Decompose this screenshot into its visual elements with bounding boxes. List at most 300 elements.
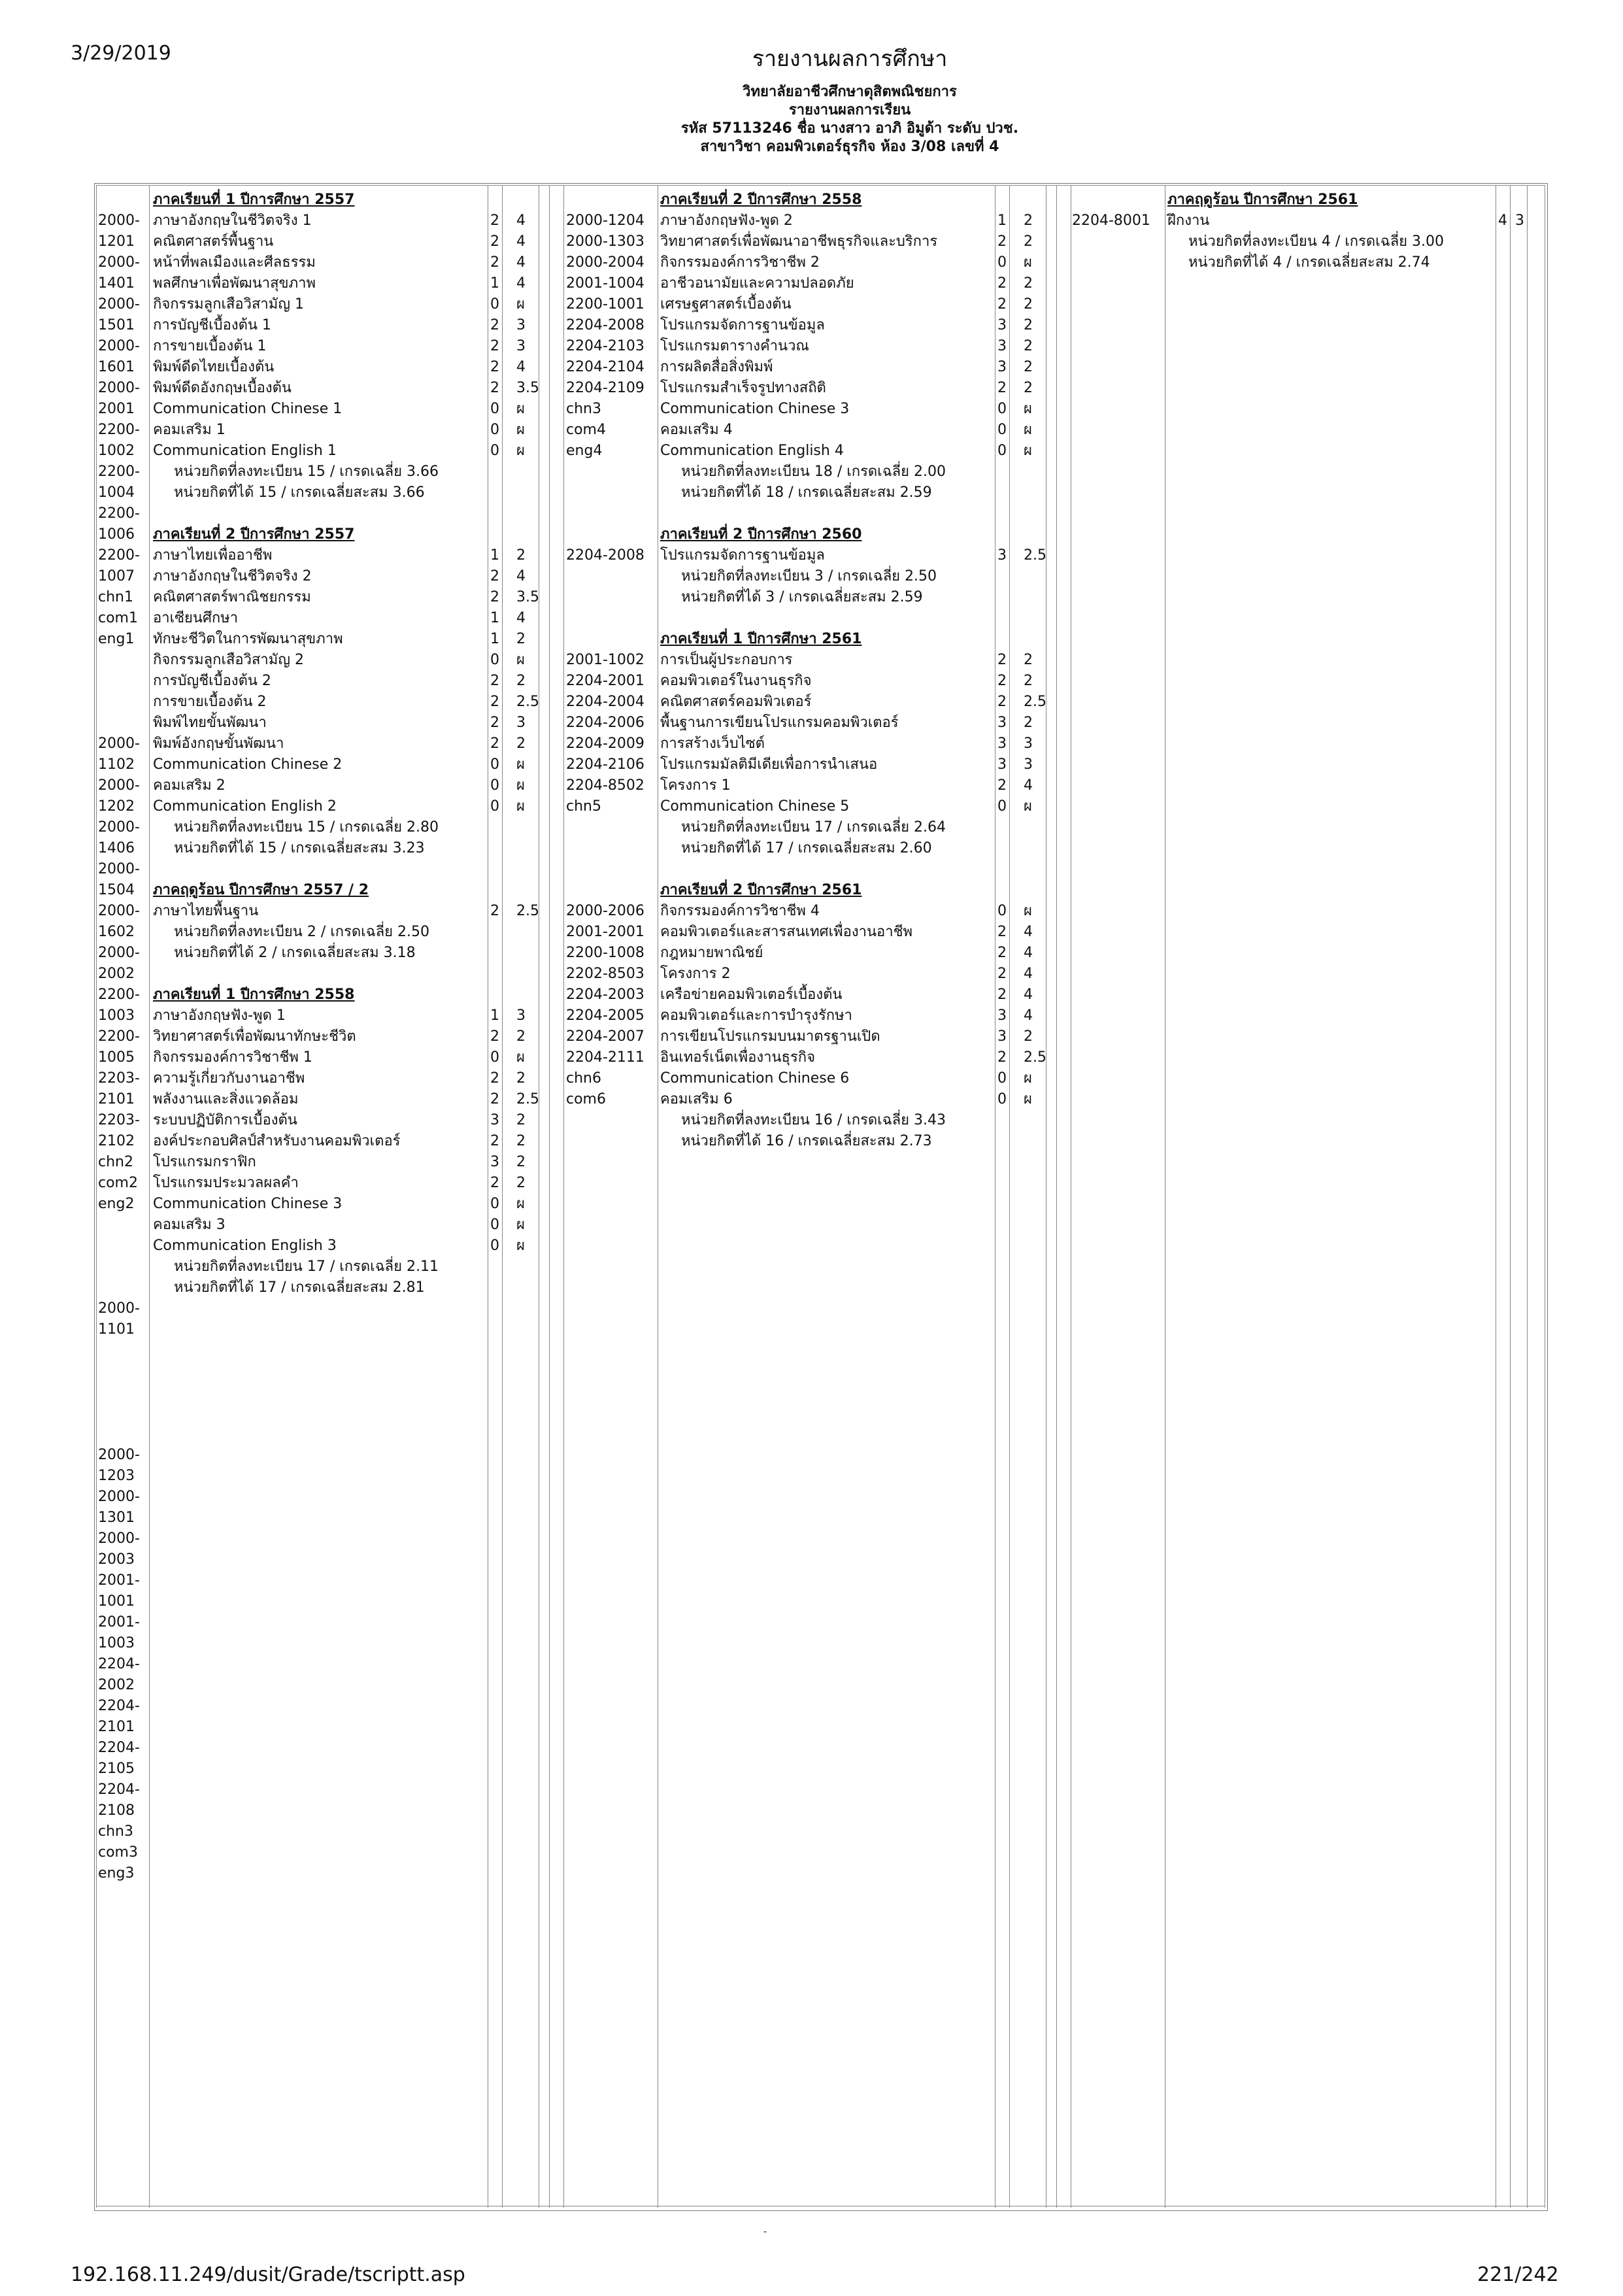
col-rule	[1056, 185, 1057, 2208]
course-code: 2204-8001	[1072, 212, 1150, 229]
course-grade: ผ	[1024, 1091, 1032, 1107]
course-name: ภาษาไทยพื้นฐาน	[153, 903, 259, 919]
course-credit: 3	[997, 1007, 1007, 1024]
course-name: โครงการ 1	[660, 777, 731, 794]
course-credit: 0	[490, 1049, 499, 1066]
course-name: โปรแกรมจัดการฐานข้อมูล	[660, 547, 825, 564]
course-credit: 2	[490, 254, 499, 271]
course-credit: 2	[490, 212, 499, 229]
course-grade: 2.5	[516, 1091, 539, 1107]
course-grade: ผ	[516, 798, 525, 815]
course-name: ภาษาอังกฤษในชีวิตจริง 2	[153, 568, 312, 584]
course-name: โปรแกรมกราฟิก	[153, 1154, 256, 1170]
course-grade: 2	[1024, 296, 1033, 312]
course-name: พลศึกษาเพื่อพัฒนาสุขภาพ	[153, 275, 316, 292]
semester-heading: ภาคเรียนที่ 2 ปีการศึกษา 2561	[660, 882, 862, 898]
course-code: 2000-	[98, 380, 140, 396]
course-grade: 2	[1024, 338, 1033, 354]
course-credit: 2	[997, 673, 1007, 689]
course-credit: 1	[490, 547, 499, 564]
course-name: เศรษฐศาสตร์เบื้องต้น	[660, 296, 792, 312]
course-credit: 3	[997, 317, 1007, 333]
course-name: กิจกรรมลูกเสือวิสามัญ 1	[153, 296, 304, 312]
course-name: การเขียนโปรแกรมบนมาตรฐานเปิด	[660, 1028, 880, 1045]
col-rule	[563, 185, 564, 2208]
course-code: 2204-	[98, 1781, 140, 1798]
course-grade: 2.5	[1024, 547, 1046, 564]
course-code: 2200-1001	[566, 296, 644, 312]
course-credit: 0	[490, 422, 499, 438]
course-name: วิทยาศาสตร์เพื่อพัฒนาอาชีพธุรกิจและบริการ	[660, 233, 938, 250]
course-code: 2000-2004	[566, 254, 644, 271]
course-name: พื้นฐานการเขียนโปรแกรมคอมพิวเตอร์	[660, 715, 899, 731]
course-credit: 0	[997, 903, 1007, 919]
semester-summary: หน่วยกิตที่ได้ 15 / เกรดเฉลี่ยสะสม 3.66	[174, 484, 425, 501]
course-code: 2200-	[98, 1028, 140, 1045]
course-grade: ผ	[516, 443, 525, 459]
course-grade: 4	[516, 568, 526, 584]
course-credit: 2	[490, 1028, 499, 1045]
course-grade: 2	[1024, 715, 1033, 731]
course-credit: 2	[997, 296, 1007, 312]
course-code: 1003	[98, 1007, 135, 1024]
course-name: อินเทอร์เน็ตเพื่องานธุรกิจ	[660, 1049, 815, 1066]
course-code: 2002	[98, 966, 135, 982]
course-credit: 1	[490, 631, 499, 647]
course-code: 2102	[98, 1133, 135, 1149]
course-name: Communication English 1	[153, 443, 337, 459]
course-grade: 2	[516, 1133, 526, 1149]
course-name: วิทยาศาสตร์เพื่อพัฒนาทักษะชีวิต	[153, 1028, 356, 1045]
course-code: com6	[566, 1091, 606, 1107]
course-credit: 2	[490, 338, 499, 354]
course-name: คอมเสริม 4	[660, 422, 733, 438]
course-grade: 2	[1024, 1028, 1033, 1045]
course-name: การเป็นผู้ประกอบการ	[660, 652, 793, 668]
semester-summary: หน่วยกิตที่ลงทะเบียน 15 / เกรดเฉลี่ย 3.66	[174, 464, 439, 480]
col-rule	[502, 185, 503, 2208]
course-code: 2002	[98, 1677, 135, 1693]
footer-url: 192.168.11.249/dusit/Grade/tscriptt.asp	[71, 2263, 465, 2286]
course-credit: 2	[490, 1175, 499, 1191]
course-name: โครงการ 2	[660, 966, 731, 982]
program-info: สาขาวิชา คอมพิวเตอร์ธุรกิจ ห้อง 3/08 เลขที่ 4	[700, 139, 999, 155]
course-code: 2204-2106	[566, 756, 644, 773]
course-grade: 3	[516, 1007, 526, 1024]
semester-summary: หน่วยกิตที่ได้ 3 / เกรดเฉลี่ยสะสม 2.59	[681, 589, 923, 605]
course-grade: 2	[1024, 317, 1033, 333]
course-code: 2204-8502	[566, 777, 644, 794]
course-credit: 2	[490, 735, 499, 752]
course-code: 2204-2009	[566, 735, 644, 752]
course-grade: 4	[516, 233, 526, 250]
course-code: 2000-	[98, 945, 140, 961]
course-code: 2204-2111	[566, 1049, 644, 1066]
course-grade: 2	[1024, 652, 1033, 668]
course-grade: 2	[1024, 233, 1033, 250]
course-code: chn3	[566, 401, 601, 417]
course-code: 2108	[98, 1802, 135, 1819]
course-code: 1102	[98, 756, 135, 773]
course-grade: 4	[1024, 945, 1033, 961]
course-name: อาเซียนศึกษา	[153, 610, 239, 626]
course-credit: 2	[490, 903, 499, 919]
course-code: 2000-	[98, 861, 140, 877]
semester-heading: ภาคเรียนที่ 2 ปีการศึกษา 2557	[153, 526, 355, 543]
course-grade: ผ	[1024, 401, 1032, 417]
course-grade: ผ	[1024, 254, 1032, 271]
course-grade: 2	[516, 1175, 526, 1191]
course-credit: 2	[490, 568, 499, 584]
course-name: หน้าที่พลเมืองและศีลธรรม	[153, 254, 316, 271]
course-grade: 3	[1024, 735, 1033, 752]
course-grade: 2	[516, 631, 526, 647]
semester-summary: หน่วยกิตที่ได้ 4 / เกรดเฉลี่ยสะสม 2.74	[1188, 254, 1430, 271]
course-code: 2105	[98, 1761, 135, 1777]
course-credit: 3	[997, 735, 1007, 752]
course-name: ความรู้เกี่ยวกับงานอาชีพ	[153, 1070, 305, 1087]
course-grade: 4	[516, 254, 526, 271]
col-rule	[995, 185, 996, 2208]
semester-summary: หน่วยกิตที่ลงทะเบียน 4 / เกรดเฉลี่ย 3.00	[1188, 233, 1445, 250]
course-credit: 0	[490, 756, 499, 773]
course-credit: 2	[997, 233, 1007, 250]
page-mark: -	[763, 2227, 767, 2237]
semester-summary: หน่วยกิตที่ได้ 15 / เกรดเฉลี่ยสะสม 3.23	[174, 840, 425, 856]
semester-heading: ภาคฤดูร้อน ปีการศึกษา 2561	[1167, 192, 1358, 208]
course-code: 1406	[98, 840, 135, 856]
course-code: 2001-2001	[566, 924, 644, 940]
col-rule	[149, 185, 150, 2208]
course-code: 2204-2003	[566, 987, 644, 1003]
course-grade: ผ	[516, 1196, 525, 1212]
course-code: 2204-2006	[566, 715, 644, 731]
course-name: ภาษาอังกฤษฟัง-พูด 1	[153, 1007, 286, 1024]
course-name: พิมพ์ดีดไทยเบื้องต้น	[153, 359, 275, 375]
semester-summary: หน่วยกิตที่ลงทะเบียน 18 / เกรดเฉลี่ย 2.00	[681, 464, 946, 480]
course-grade: ผ	[1024, 798, 1032, 815]
course-code: 1202	[98, 798, 135, 815]
course-name: Communication Chinese 3	[660, 401, 850, 417]
print-date: 3/29/2019	[71, 42, 171, 65]
course-credit: 0	[490, 443, 499, 459]
course-grade: 4	[1024, 987, 1033, 1003]
course-credit: 2	[997, 380, 1007, 396]
course-grade: 4	[516, 275, 526, 292]
course-grade: 2.5	[516, 694, 539, 710]
semester-heading: ภาคฤดูร้อน ปีการศึกษา 2557 / 2	[153, 882, 369, 898]
course-credit: 3	[997, 359, 1007, 375]
course-grade: 3	[516, 715, 526, 731]
course-name: การขายเบื้องต้น 1	[153, 338, 267, 354]
course-name: คอมเสริม 6	[660, 1091, 733, 1107]
course-grade: 2.5	[516, 903, 539, 919]
course-code: 2000-	[98, 819, 140, 836]
course-grade: ผ	[516, 1049, 525, 1066]
course-credit: 2	[997, 945, 1007, 961]
course-code: 2200-	[98, 547, 140, 564]
course-code: 1007	[98, 568, 135, 584]
course-code: 1002	[98, 443, 135, 459]
semester-summary: หน่วยกิตที่ได้ 17 / เกรดเฉลี่ยสะสม 2.60	[681, 840, 932, 856]
course-name: คอมเสริม 2	[153, 777, 226, 794]
course-grade: 4	[516, 212, 526, 229]
course-credit: 0	[490, 777, 499, 794]
course-code: 1501	[98, 317, 135, 333]
course-code: 1301	[98, 1510, 135, 1526]
course-grade: 4	[1024, 777, 1033, 794]
course-credit: 2	[997, 694, 1007, 710]
course-code: chn1	[98, 589, 133, 605]
course-credit: 2	[490, 694, 499, 710]
course-code: 2001-	[98, 1572, 140, 1589]
course-credit: 1	[490, 610, 499, 626]
semester-summary: หน่วยกิตที่ได้ 18 / เกรดเฉลี่ยสะสม 2.59	[681, 484, 932, 501]
course-code: 2200-	[98, 505, 140, 522]
course-name: พิมพ์ไทยขั้นพัฒนา	[153, 715, 267, 731]
course-code: 2204-2103	[566, 338, 644, 354]
course-code: 1602	[98, 924, 135, 940]
course-grade: 4	[1024, 966, 1033, 982]
course-code: 2000-	[98, 296, 140, 312]
course-code: 2204-2004	[566, 694, 644, 710]
course-credit: 1	[997, 212, 1007, 229]
course-grade: 2	[516, 673, 526, 689]
course-name: พิมพ์อังกฤษขั้นพัฒนา	[153, 735, 284, 752]
course-grade: 3	[1515, 212, 1524, 229]
course-grade: 2	[516, 547, 526, 564]
course-name: Communication Chinese 6	[660, 1070, 850, 1087]
course-name: ภาษาไทยเพื่ออาชีพ	[153, 547, 273, 564]
semester-heading: ภาคเรียนที่ 2 ปีการศึกษา 2560	[660, 526, 862, 543]
course-grade: 2	[516, 735, 526, 752]
course-name: ระบบปฏิบัติการเบื้องต้น	[153, 1112, 297, 1128]
course-name: การผลิตสื่อสิ่งพิมพ์	[660, 359, 773, 375]
course-grade: 2	[1024, 673, 1033, 689]
course-code: com3	[98, 1844, 138, 1861]
course-name: กิจกรรมองค์การวิชาชีพ 1	[153, 1049, 312, 1066]
course-name: คณิตศาสตร์พาณิชยกรรม	[153, 589, 311, 605]
semester-summary: หน่วยกิตที่ลงทะเบียน 15 / เกรดเฉลี่ย 2.80	[174, 819, 439, 836]
course-credit: 2	[490, 233, 499, 250]
course-code: 1203	[98, 1468, 135, 1484]
course-grade: 2.5	[1024, 694, 1046, 710]
course-grade: 2.5	[1024, 1049, 1046, 1066]
course-grade: 2	[516, 1112, 526, 1128]
course-name: Communication Chinese 3	[153, 1196, 343, 1212]
course-name: กิจกรรมลูกเสือวิสามัญ 2	[153, 652, 304, 668]
course-code: 2203-	[98, 1070, 140, 1087]
course-name: Communication English 4	[660, 443, 844, 459]
course-grade: ผ	[1024, 443, 1032, 459]
course-code: 1003	[98, 1635, 135, 1651]
course-code: 2000-	[98, 1300, 140, 1317]
course-credit: 0	[997, 1091, 1007, 1107]
semester-summary: หน่วยกิตที่ลงทะเบียน 16 / เกรดเฉลี่ย 3.43	[681, 1112, 946, 1128]
course-credit: 0	[997, 1070, 1007, 1087]
course-code: 2204-2104	[566, 359, 644, 375]
course-name: องค์ประกอบศิลป์สำหรับงานคอมพิวเตอร์	[153, 1133, 401, 1149]
course-grade: ผ	[516, 296, 525, 312]
course-credit: 2	[490, 317, 499, 333]
course-grade: 3.5	[516, 589, 539, 605]
semester-summary: หน่วยกิตที่ลงทะเบียน 17 / เกรดเฉลี่ย 2.64	[681, 819, 946, 836]
course-credit: 2	[997, 652, 1007, 668]
course-name: คอมเสริม 1	[153, 422, 226, 438]
course-code: 2204-	[98, 1740, 140, 1756]
course-code: 2200-	[98, 464, 140, 480]
course-code: com1	[98, 610, 138, 626]
course-name: ภาษาอังกฤษในชีวิตจริง 1	[153, 212, 312, 229]
course-code: 1201	[98, 233, 135, 250]
course-code: chn3	[98, 1823, 133, 1840]
course-credit: 2	[490, 359, 499, 375]
course-name: การบัญชีเบื้องต้น 1	[153, 317, 271, 333]
course-credit: 0	[490, 296, 499, 312]
course-name: โปรแกรมประมวลผลคำ	[153, 1175, 299, 1191]
course-credit: 2	[490, 673, 499, 689]
course-credit: 2	[490, 715, 499, 731]
course-code: eng1	[98, 631, 135, 647]
course-name: กิจกรรมองค์การวิชาชีพ 2	[660, 254, 820, 271]
course-code: 1001	[98, 1593, 135, 1610]
course-credit: 2	[490, 589, 499, 605]
course-code: 2000-	[98, 338, 140, 354]
course-code: 2204-2008	[566, 547, 644, 564]
course-name: Communication Chinese 1	[153, 401, 343, 417]
course-grade: ผ	[1024, 1070, 1032, 1087]
course-credit: 1	[490, 1007, 499, 1024]
course-code: com2	[98, 1175, 138, 1191]
course-name: Communication English 3	[153, 1238, 337, 1254]
course-grade: 4	[516, 610, 526, 626]
course-grade: 3	[1024, 756, 1033, 773]
course-code: 2204-2007	[566, 1028, 644, 1045]
course-name: Communication Chinese 5	[660, 798, 850, 815]
course-credit: 0	[997, 798, 1007, 815]
course-name: อาชีวอนามัยและความปลอดภัย	[660, 275, 854, 292]
course-credit: 0	[997, 422, 1007, 438]
course-grade: 3	[516, 317, 526, 333]
course-code: 2001-	[98, 1614, 140, 1630]
course-code: eng4	[566, 443, 603, 459]
course-grade: 2	[1024, 380, 1033, 396]
semester-summary: หน่วยกิตที่ลงทะเบียน 2 / เกรดเฉลี่ย 2.50	[174, 924, 430, 940]
course-credit: 0	[490, 1196, 499, 1212]
course-name: โปรแกรมตารางคำนวณ	[660, 338, 809, 354]
course-grade: 3.5	[516, 380, 539, 396]
course-grade: 3	[516, 338, 526, 354]
course-credit: 2	[490, 1133, 499, 1149]
course-code: 1101	[98, 1321, 135, 1338]
course-code: 2000-	[98, 254, 140, 271]
course-name: การบัญชีเบื้องต้น 2	[153, 673, 271, 689]
course-credit: 0	[997, 401, 1007, 417]
course-credit: 0	[997, 254, 1007, 271]
col-rule	[549, 185, 550, 2208]
course-code: 2001	[98, 401, 135, 417]
course-name: การสร้างเว็บไซต์	[660, 735, 765, 752]
course-credit: 0	[490, 1238, 499, 1254]
semester-summary: หน่วยกิตที่ได้ 2 / เกรดเฉลี่ยสะสม 3.18	[174, 945, 416, 961]
course-grade: 2	[1024, 359, 1033, 375]
course-name: คอมพิวเตอร์และการบำรุงรักษา	[660, 1007, 852, 1024]
course-credit: 3	[997, 715, 1007, 731]
course-grade: 4	[1024, 924, 1033, 940]
semester-summary: หน่วยกิตที่ลงทะเบียน 3 / เกรดเฉลี่ย 2.50	[681, 568, 937, 584]
course-code: 2003	[98, 1551, 135, 1568]
course-credit: 2	[490, 1070, 499, 1087]
course-grade: ผ	[1024, 903, 1032, 919]
course-code: 2000-	[98, 212, 140, 229]
course-code: 2204-	[98, 1656, 140, 1672]
course-name: คณิตศาสตร์คอมพิวเตอร์	[660, 694, 812, 710]
course-name: พลังงานและสิ่งแวดล้อม	[153, 1091, 299, 1107]
course-name: คอมเสริม 3	[153, 1217, 226, 1233]
course-code: 1004	[98, 484, 135, 501]
table-top-rule	[96, 185, 1545, 186]
course-credit: 3	[997, 547, 1007, 564]
course-code: 2202-8503	[566, 966, 644, 982]
course-grade: 2	[516, 1154, 526, 1170]
course-name: คอมพิวเตอร์และสารสนเทศเพื่องานอาชีพ	[660, 924, 913, 940]
course-credit: 2	[997, 777, 1007, 794]
course-grade: 2	[1024, 275, 1033, 292]
course-credit: 3	[997, 1028, 1007, 1045]
course-code: 1601	[98, 359, 135, 375]
course-name: คอมพิวเตอร์ในงานธุรกิจ	[660, 673, 812, 689]
course-grade: ผ	[1024, 422, 1032, 438]
school-name: วิทยาลัยอาชีวศึกษาดุสิตพณิชยการ	[743, 84, 957, 100]
course-code: 2204-2008	[566, 317, 644, 333]
course-code: 2000-	[98, 777, 140, 794]
course-code: 2101	[98, 1719, 135, 1735]
course-code: 2000-	[98, 1530, 140, 1547]
course-credit: 0	[490, 401, 499, 417]
course-name: Communication Chinese 2	[153, 756, 343, 773]
course-code: chn6	[566, 1070, 601, 1087]
course-code: 2000-1204	[566, 212, 644, 229]
student-info: รหัส 57113246 ชื่อ นางสาว อาภิ อิมูด้า ระดับ ปวช.	[680, 120, 1019, 137]
course-grade: ผ	[516, 652, 525, 668]
course-name: การขายเบื้องต้น 2	[153, 694, 267, 710]
course-grade: ผ	[516, 1238, 525, 1254]
course-name: พิมพ์ดีดอังกฤษเบื้องต้น	[153, 380, 292, 396]
course-grade: ผ	[516, 422, 525, 438]
course-credit: 2	[997, 1049, 1007, 1066]
course-code: 2200-	[98, 422, 140, 438]
course-credit: 0	[490, 798, 499, 815]
course-grade: ผ	[516, 401, 525, 417]
course-code: 2000-1303	[566, 233, 644, 250]
page-title: รายงานผลการศึกษา	[752, 46, 948, 72]
course-code: 2204-	[98, 1698, 140, 1714]
course-code: 1005	[98, 1049, 135, 1066]
course-code: 2204-2005	[566, 1007, 644, 1024]
course-code: 2000-2006	[566, 903, 644, 919]
course-credit: 2	[490, 1091, 499, 1107]
course-code: 2200-1008	[566, 945, 644, 961]
course-name: ภาษาอังกฤษฟัง-พูด 2	[660, 212, 793, 229]
course-code: 2000-	[98, 903, 140, 919]
course-credit: 3	[997, 338, 1007, 354]
course-grade: 2	[1024, 212, 1033, 229]
course-credit: 3	[490, 1154, 499, 1170]
course-credit: 3	[997, 756, 1007, 773]
semester-heading: ภาคเรียนที่ 1 ปีการศึกษา 2558	[153, 987, 355, 1003]
course-name: โปรแกรมมัลติมีเดียเพื่อการนำเสนอ	[660, 756, 878, 773]
course-code: chn2	[98, 1154, 133, 1170]
